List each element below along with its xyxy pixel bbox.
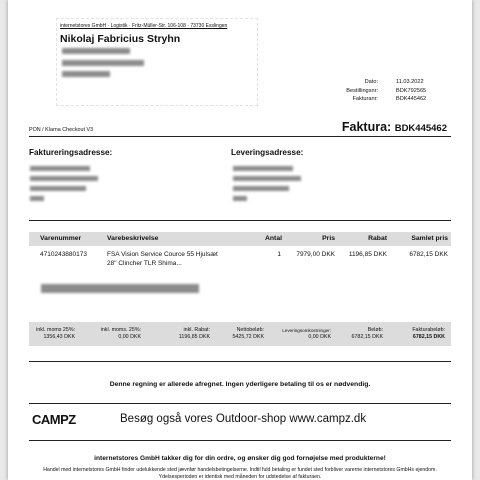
redacted-shipping-line-2 [233,176,301,181]
redacted-address-line-3 [62,71,110,77]
redacted-shipping-line-3 [233,186,289,191]
redacted-address-line-2 [62,60,144,66]
summary-value: 5425,72 DKK [232,334,264,340]
legal-text: Handel med internetstores GmbH finder udelukkende sted jævnfør handelsbetingelserne. Indtil fuld betaling er fundet sted forbliver varerne internetstores GmbHs ejendom. Ydelsesperioden er identisk med måneden for udstedelse af fakturaen. [43,467,437,480]
summary-label: Leveringsomkostninger: [282,328,331,333]
redacted-address-line-1 [62,48,130,54]
invoice-title-number: BDK445462 [394,123,447,134]
summary-label: Fakturabeløb: [412,327,445,333]
summary-invoice-total [412,327,445,341]
meta-invoice-number [338,96,450,105]
summary-value: 6782,15 DKK [412,334,445,340]
summary-value: 6782,15 DKK [351,334,383,340]
item-total: 6782,15 DKK [409,251,448,258]
meta-order-number [338,88,450,97]
item-description-line-1: FSA Vision Service Cource 55 Hjulsæt [107,251,218,258]
item-number: 4710243880173 [40,251,87,258]
item-price: 7979,00 DKK [296,251,335,258]
billing-address-heading: Faktureringsadresse: [29,148,113,157]
summary-value: 0,00 DKK [308,334,331,340]
column-header: Pris [322,235,335,242]
invoice-title-label: Faktura: [341,120,392,134]
summary-vat [36,327,75,341]
column-header: Varebeskrivelse [107,235,159,242]
redacted-billing-line-2 [30,176,98,181]
divider [29,136,451,137]
thank-you-message: internetstores GmbH takker dig for din ordre, og ønsker dig god fornøjelse med produkterne! [94,455,386,462]
meta-value: 11.03.2022 [396,79,424,85]
totals-summary [29,322,451,346]
redacted-shipping-line-4 [233,196,247,201]
summary-label: inkl. moms. 25%: [100,327,141,333]
column-header: Varenummer [40,235,82,242]
summary-shipping [282,327,331,341]
summary-net [232,327,264,341]
meta-value: BDK445462 [396,96,427,103]
customer-name: Nikolaj Fabricius Stryhn [60,33,181,45]
summary-value: 0,00 DKK [118,334,141,340]
meta-label: Fakturanr: [352,96,378,103]
column-header: Samlet pris [411,235,448,242]
divider [29,403,451,404]
meta-label: Bestillingsnr: [346,87,378,94]
redacted-item-note [41,284,199,293]
redacted-billing-line-4 [30,196,44,201]
payment-method: PON / Klarna Checkout V3 [29,127,94,133]
divider [29,361,451,362]
campz-logo: CAMPZ [32,412,76,427]
invoice-page [8,0,472,480]
summary-value: 1196,85 DKK [178,334,210,340]
item-quantity: 1 [277,251,281,258]
table-row [29,251,451,273]
meta-date [338,79,450,88]
sender-line: internetstores GmbH · Logistik · Fritz-Müller-Str. 106-108 · 73730 Esslingen [60,23,228,29]
summary-label: Nettobeløb: [236,327,264,333]
item-description-line-2: 28" Clincher TLR Shima... [107,260,182,267]
redacted-billing-line-1 [30,166,90,171]
summary-label: inkl. Rabat: [183,327,210,333]
column-header: Antal [265,235,282,242]
summary-discount [179,327,210,341]
table-header [29,232,451,246]
summary-vat-2 [101,327,141,341]
meta-label: Dato: [364,79,378,85]
redacted-shipping-line-1 [233,166,293,171]
divider [29,220,451,221]
column-header: Rabat [368,235,387,242]
redacted-billing-line-3 [30,186,86,191]
summary-label: Beløb: [367,327,383,333]
shipping-address-heading: Leveringsadresse: [231,148,304,157]
invoice-meta [338,79,450,105]
summary-amount [351,327,383,341]
summary-label: inkl. moms 25%: [36,327,75,333]
summary-value: 1356,43 DKK [43,334,75,340]
campz-banner-text: Besøg også vores Outdoor-shop www.campz.dk [120,413,367,425]
divider [29,440,451,441]
item-discount: 1196,85 DKK [348,251,387,258]
payment-notice: Denne regning er allerede afregnet. Ingen yderligere betaling til os er nødvendig. [109,381,371,388]
meta-value: BDK792565 [396,87,427,94]
invoice-title [342,120,447,134]
